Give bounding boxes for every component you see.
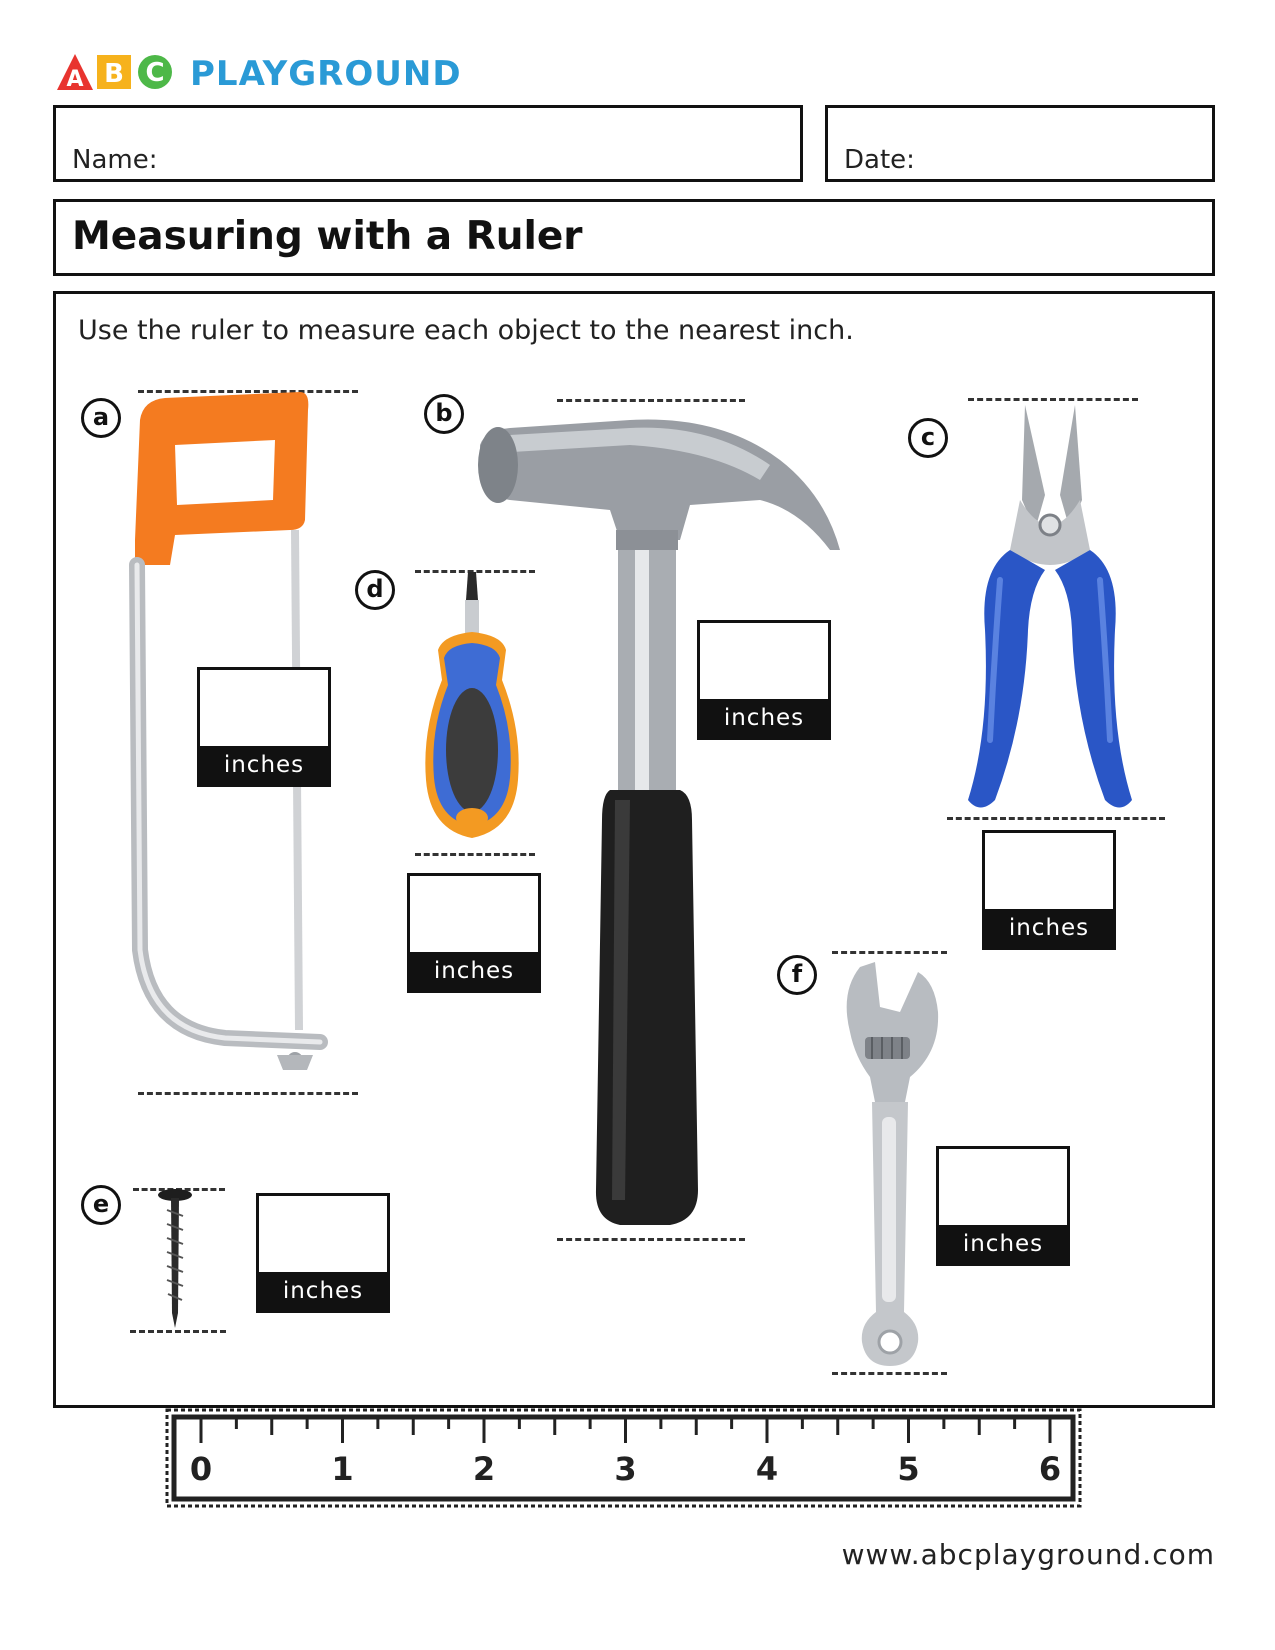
instruction-text: Use the ruler to measure each object to the nearest inch.	[78, 315, 854, 346]
unit-label-a: inches	[200, 746, 328, 784]
measure-line-bottom-e	[130, 1330, 226, 1333]
answer-box-d[interactable]	[407, 873, 541, 993]
ruler-number: 3	[614, 1450, 637, 1488]
item-label-a: a	[81, 398, 121, 438]
brand-logo	[55, 52, 475, 92]
logo-letter-a: A	[66, 67, 84, 92]
measure-line-bottom-f	[832, 1372, 947, 1375]
logo-letter-c: C	[145, 58, 165, 88]
website-url: www.abcplayground.com	[841, 1538, 1215, 1571]
answer-box-f[interactable]	[936, 1146, 1070, 1266]
answer-box-a[interactable]	[197, 667, 331, 787]
name-field[interactable]	[53, 105, 803, 182]
measure-line-bottom-a	[138, 1092, 358, 1095]
answer-box-e[interactable]	[256, 1193, 390, 1313]
item-label-c: c	[908, 418, 948, 458]
unit-label-b: inches	[700, 699, 828, 737]
wrench-icon	[830, 952, 950, 1372]
name-label: Name:	[72, 145, 158, 175]
abc-blocks-icon	[55, 52, 185, 92]
unit-label-f: inches	[939, 1225, 1067, 1263]
page-title: Measuring with a Ruler	[72, 214, 583, 259]
item-label-e: e	[81, 1185, 121, 1225]
ruler-number: 2	[472, 1450, 496, 1488]
logo-wordmark: PLAYGROUND	[190, 54, 462, 94]
ruler-number: 4	[755, 1450, 779, 1488]
item-label-d: d	[355, 570, 395, 610]
unit-label-d: inches	[410, 952, 538, 990]
date-label: Date:	[844, 145, 915, 175]
unit-label-c: inches	[985, 909, 1113, 947]
unit-label-e: inches	[259, 1272, 387, 1310]
item-label-f: f	[777, 955, 817, 995]
ruler	[165, 1408, 1082, 1508]
ruler-number: 1	[331, 1450, 354, 1488]
ruler-number: 6	[1038, 1450, 1062, 1488]
title-box	[53, 199, 1215, 276]
item-label-b: b	[424, 394, 464, 434]
ruler-number: 5	[897, 1450, 920, 1488]
logo-letter-b: B	[104, 59, 124, 89]
screwdriver-icon	[418, 570, 528, 854]
screw-icon	[155, 1188, 195, 1330]
date-field[interactable]	[825, 105, 1215, 182]
answer-box-c[interactable]	[982, 830, 1116, 950]
answer-box-b[interactable]	[697, 620, 831, 740]
pliers-icon	[950, 400, 1150, 820]
ruler-number: 0	[189, 1450, 213, 1488]
